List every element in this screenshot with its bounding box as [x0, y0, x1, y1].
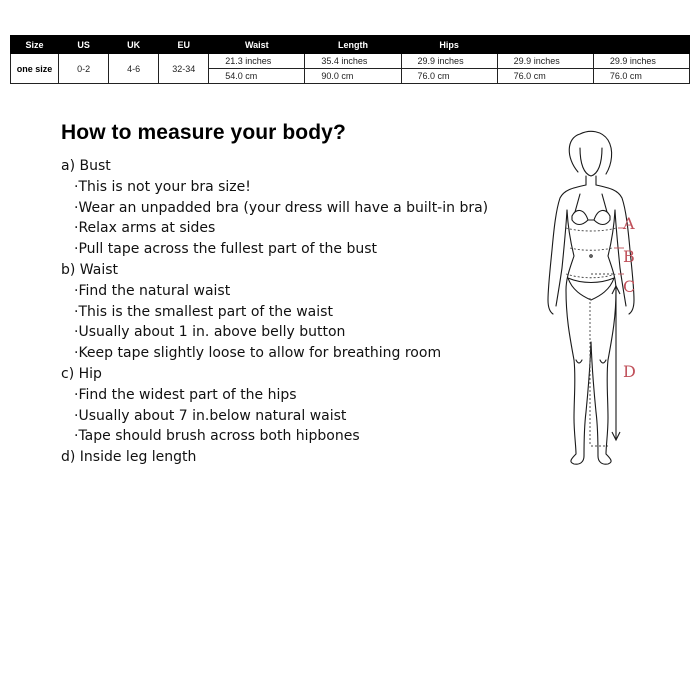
section-heading-inside-leg: d) Inside leg length [61, 449, 197, 466]
list-item: ·Find the natural waist [74, 282, 231, 299]
size-table [10, 35, 690, 84]
cell-eu: 32-34 [159, 54, 209, 84]
cell-us: 0-2 [59, 54, 109, 84]
list-item: ·Wear an unpadded bra (your dress will have a built-in bra) [74, 199, 489, 216]
body-outline-illustration [520, 128, 680, 473]
cell-uk: 4-6 [109, 54, 159, 84]
label-d: D [623, 362, 636, 381]
cell-extra-inches: 29.9 inches [497, 54, 593, 69]
list-item: ·Usually about 1 in. above belly button [74, 324, 346, 341]
section-heading-waist: b) Waist [61, 261, 118, 278]
list-item: ·Keep tape slightly loose to allow for breathing room [74, 345, 442, 362]
list-item: ·This is not your bra size! [74, 178, 251, 195]
list-item: ·Find the widest part of the hips [74, 386, 297, 403]
header-uk: UK [109, 36, 159, 54]
table-row [11, 54, 690, 69]
label-b: B [623, 247, 635, 266]
cell-length-inches: 35.4 inches [305, 54, 401, 69]
list-item: ·Relax arms at sides [74, 220, 216, 237]
header-hips: Hips [401, 36, 497, 54]
header-us: US [59, 36, 109, 54]
cell-extra-inches: 29.9 inches [593, 54, 689, 69]
cell-hips-inches: 29.9 inches [401, 54, 497, 69]
cell-length-cm: 90.0 cm [305, 69, 401, 84]
header-waist: Waist [209, 36, 305, 54]
list-item: ·This is the smallest part of the waist [74, 303, 333, 320]
header-size: Size [11, 36, 59, 54]
cell-waist-cm: 54.0 cm [209, 69, 305, 84]
cell-hips-cm: 76.0 cm [401, 69, 497, 84]
label-c: C [623, 277, 636, 296]
list-item: ·Tape should brush across both hipbones [74, 428, 360, 445]
header-length: Length [305, 36, 401, 54]
list-item: ·Usually about 7 in.below natural waist [74, 407, 347, 424]
section-heading-hip: c) Hip [61, 365, 102, 382]
cell-size: one size [11, 54, 59, 84]
cell-extra-cm: 76.0 cm [497, 69, 593, 84]
label-a: A [623, 214, 635, 233]
guide-title: How to measure your body? [61, 121, 346, 144]
size-table-header [11, 36, 690, 54]
cell-waist-inches: 21.3 inches [209, 54, 305, 69]
list-item: ·Pull tape across the fullest part of the bust [74, 241, 378, 258]
section-heading-bust: a) Bust [61, 158, 111, 174]
header-blank [593, 36, 689, 54]
header-blank [497, 36, 593, 54]
body-figure [520, 128, 680, 473]
cell-extra-cm: 76.0 cm [593, 69, 689, 84]
header-eu: EU [159, 36, 209, 54]
guide-list [61, 156, 488, 468]
